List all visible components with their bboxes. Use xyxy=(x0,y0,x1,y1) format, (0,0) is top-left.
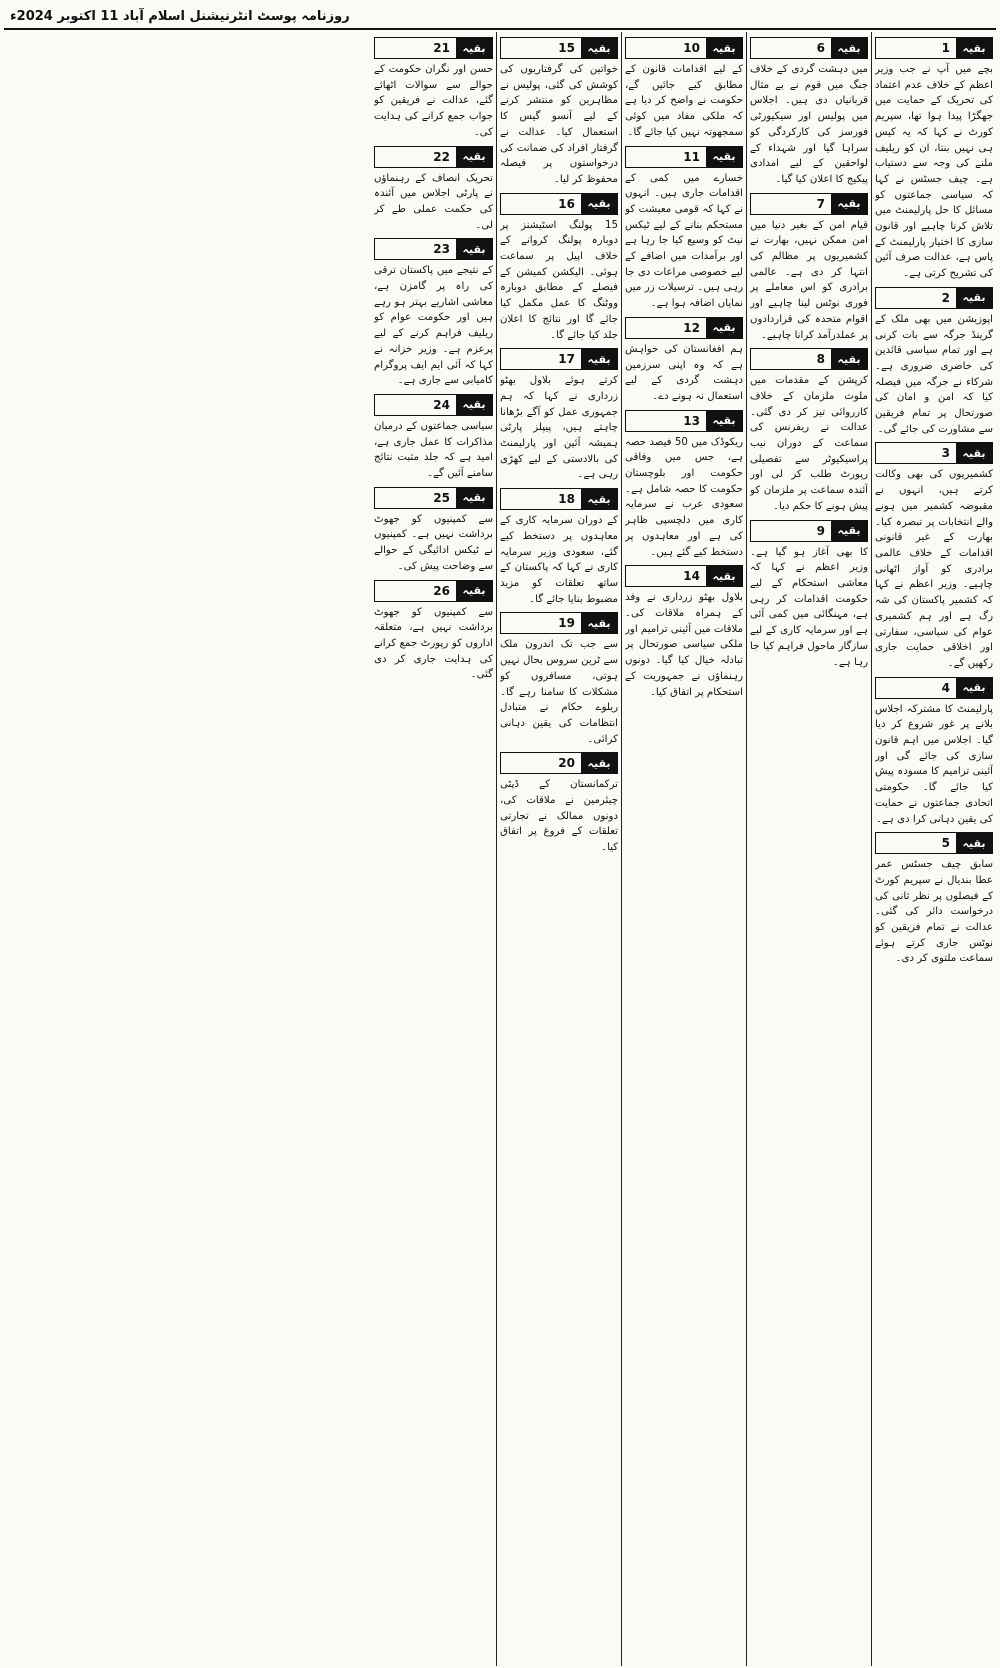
continuation-label: بقیہ xyxy=(831,194,867,214)
continuation-box-1 xyxy=(875,37,993,59)
continuation-box-25 xyxy=(374,487,493,509)
continuation-number: 20 xyxy=(558,756,575,771)
continuation-number: 2 xyxy=(941,290,950,305)
continuation-box-11 xyxy=(625,146,743,168)
continuation-label: بقیہ xyxy=(456,239,492,259)
continuation-number: 18 xyxy=(558,492,575,507)
continuation-box-12 xyxy=(625,317,743,339)
continuation-label: بقیہ xyxy=(706,318,742,338)
continuation-number: 4 xyxy=(941,680,950,695)
masthead xyxy=(4,4,996,30)
continuation-number: 23 xyxy=(433,242,450,257)
continuation-label: بقیہ xyxy=(706,147,742,167)
continuation-number: 11 xyxy=(683,149,700,164)
continuation-label: بقیہ xyxy=(581,489,617,509)
article-text: کرپشن کے مقدمات میں ملوث ملزمان کے خلاف کارروائی تیز کر دی گئی۔ عدالت نے ریفرنس کی سماعت کے دوران نیب پراسیکیوٹر سے تفصیلی رپورٹ طلب کر لی اور آئندہ سماعت پر ملزمان کو پیش ہونے کا حکم دیا۔ xyxy=(750,375,868,512)
continuation-label: بقیہ xyxy=(581,38,617,58)
article-text: 15 پولنگ اسٹیشنز پر دوبارہ پولنگ کروانے کے خلاف اپیل پر سماعت ہوئی۔ الیکشن کمیشن کے فیصلے کے مطابق دوبارہ ووٹنگ کا عمل مکمل کیا جائے گا اور نتائج کا اعلان جلد کیا جائے گا۔ xyxy=(500,219,618,341)
continuation-box-3 xyxy=(875,442,993,464)
article-text: کرتے ہوئے بلاول بھٹو زرداری نے کہا کہ ہم جمہوری عمل کو آگے بڑھانا چاہتے ہیں، پیپلز پارٹی ہمیشہ آئین اور پارلیمنٹ کی بالادستی کے لیے کھڑی رہی ہے۔ xyxy=(500,375,618,481)
continuation-label: بقیہ xyxy=(456,38,492,58)
continuation-number: 10 xyxy=(683,41,700,55)
continuation-label: بقیہ xyxy=(956,288,992,308)
column-2 xyxy=(746,32,871,1666)
continuation-label: بقیہ xyxy=(456,395,492,415)
continuation-box-23 xyxy=(374,238,493,260)
article-text: میں دہشت گردی کے خلاف جنگ میں قوم نے بے مثال قربانیاں دی ہیں۔ اجلاس میں پولیس اور سیکیورٹی فورسز کی کارکردگی کو سراہا گیا اور شہداء کے لواحقین کے لیے امدادی پیکیج کا اعلان کیا گیا۔ xyxy=(750,64,868,185)
article-text: تحریک انصاف کے رہنماؤں نے پارٹی اجلاس میں آئندہ کی حکمت عملی طے کر لی۔ xyxy=(374,172,493,231)
article-text: اپوزیشن میں بھی ملک کے گرینڈ جرگہ سے بات کرنی ہے اور تمام سیاسی قائدین کی حاضری ضروری ہے۔ شرکاء نے جرگہ میں فیصلہ کیا کہ امن و امان کی صورتحال پر تمام فریقین سے مشاورت کی جائے گی۔ xyxy=(875,313,993,435)
continuation-number: 8 xyxy=(816,352,825,367)
column-1 xyxy=(871,32,996,1666)
continuation-box-13 xyxy=(625,410,743,432)
article-text: سے کمپنیوں کو جھوٹ برداشت نہیں ہے، متعلقہ اداروں کو رپورٹ جمع کرانے کی ہدایت جاری کر دی گئی۔ xyxy=(374,606,493,681)
continuation-number: 15 xyxy=(558,41,575,55)
continuation-box-10 xyxy=(625,37,743,59)
continuation-number: 19 xyxy=(558,616,575,631)
column-3 xyxy=(621,32,746,1666)
continuation-number: 5 xyxy=(941,836,950,851)
continuation-number: 25 xyxy=(433,490,450,505)
continuation-number: 9 xyxy=(816,523,825,538)
article-text: بلاول بھٹو زرداری نے وفد کے ہمراہ ملاقات کی۔ ملاقات میں آئینی ترامیم اور ملکی سیاسی صورتحال پر تبادلہ خیال کیا گیا۔ دونوں رہنماؤں نے جمہوریت کے استحکام پر اتفاق کیا۔ xyxy=(625,592,743,698)
continuation-box-9 xyxy=(750,520,868,542)
continuation-number: 17 xyxy=(558,352,575,367)
continuation-box-21 xyxy=(374,37,493,59)
continuation-label: بقیہ xyxy=(706,38,742,58)
article-text: کشمیریوں کی بھی وکالت کرتے ہیں، انہوں نے مقبوضہ کشمیر میں ہونے والے انتخابات پر تبصرہ کیا۔ بھارت کے غیر قانونی اقدامات کے خلاف عالمی برادری کو آواز اٹھانی چاہیے۔ وزیر اعظم نے کہا کہ کشمیر پاکستان کی شہ رگ ہے اور ہم کشمیری عوام کی سیاسی، سفارتی اور اخلاقی حمایت جاری رکھیں گے۔ xyxy=(875,469,993,669)
continuation-label: بقیہ xyxy=(706,411,742,431)
article-text: سے کمپنیوں کو جھوٹ برداشت نہیں ہے۔ کمپنیوں نے ٹیکس ادائیگی کے حوالے سے وضاحت پیش کی۔ xyxy=(374,513,493,572)
continuation-box-7 xyxy=(750,193,868,215)
continuation-label: بقیہ xyxy=(956,678,992,698)
continuation-number: 14 xyxy=(683,569,700,584)
continuation-number: 1 xyxy=(941,41,950,55)
continuation-box-16 xyxy=(500,193,618,215)
continuation-box-15 xyxy=(500,37,618,59)
column-4 xyxy=(496,32,621,1666)
continuation-number: 22 xyxy=(433,149,450,164)
continuation-box-18 xyxy=(500,488,618,510)
columns xyxy=(4,32,996,1666)
continuation-number: 6 xyxy=(816,41,825,55)
article-text: ریکوڈک میں 50 فیصد حصہ ہے، جس میں وفاقی حکومت اور بلوچستان حکومت کا حصہ شامل ہے۔ سعودی عرب نے سرمایہ کاری میں دلچسپی ظاہر کی ہے اور معاہدوں پر دستخط کیے گئے ہیں۔ xyxy=(625,436,743,558)
continuation-number: 16 xyxy=(558,196,575,211)
article-text: خواتین کی گرفتاریوں کی کوشش کی گئی، پولیس نے مظاہرین کو منتشر کرنے کے لیے آنسو گیس کا استعمال کیا۔ عدالت نے گرفتار افراد کی ضمانت کی درخواستوں پر فیصلہ محفوظ کر لیا۔ xyxy=(500,64,618,185)
continuation-label: بقیہ xyxy=(581,753,617,773)
continuation-box-5 xyxy=(875,832,993,854)
continuation-label: بقیہ xyxy=(581,613,617,633)
continuation-box-4 xyxy=(875,677,993,699)
continuation-label: بقیہ xyxy=(956,833,992,853)
continuation-box-26 xyxy=(374,580,493,602)
continuation-box-8 xyxy=(750,348,868,370)
continuation-number: 26 xyxy=(433,583,450,598)
article-text: سے جب تک اندرون ملک سے ٹرین سروس بحال نہیں ہوتی، مسافروں کو مشکلات کا سامنا رہے گا۔ ریلوے حکام نے متبادل انتظامات کی یقین دہانی کرائی۔ xyxy=(500,639,618,745)
continuation-box-2 xyxy=(875,287,993,309)
continuation-label: بقیہ xyxy=(831,521,867,541)
continuation-box-19 xyxy=(500,612,618,634)
article-text: قیام امن کے بغیر دنیا میں امن ممکن نہیں، بھارت نے کشمیریوں پر مظالم کی انتہا کر دی ہے۔ عالمی برادری کو اس معاملے پر فوری نوٹس لینا چاہیے اور اقوام متحدہ کی قراردادوں پر عملدرآمد کرانا چاہیے۔ xyxy=(750,219,868,341)
article-text: کا بھی آغاز ہو گیا ہے۔ وزیر اعظم نے کہا کہ معاشی استحکام کے لیے حکومت اقدامات کر رہی ہے، مہنگائی میں کمی آئی ہے اور سرمایہ کاری کے لیے سازگار ماحول فراہم کیا جا رہا ہے۔ xyxy=(750,546,868,668)
continuation-label: بقیہ xyxy=(581,194,617,214)
column-5 xyxy=(371,32,496,1666)
continuation-label: بقیہ xyxy=(456,147,492,167)
masthead-text: روزنامہ پوسٹ انٹرنیشنل اسلام آباد 11 اکتوبر 2024ء xyxy=(10,8,350,24)
article-text: ہم افغانستان کی خواہش ہے کہ وہ اپنی سرزمین دہشت گردی کے لیے استعمال نہ ہونے دے۔ xyxy=(625,343,743,402)
continuation-number: 24 xyxy=(433,397,450,412)
continuation-label: بقیہ xyxy=(456,488,492,508)
continuation-box-14 xyxy=(625,565,743,587)
article-text: کے دوران سرمایہ کاری کے معاہدوں پر دستخط کیے گئے، سعودی وزیر سرمایہ کاری نے کہا کہ پاکستان کے ساتھ تعلقات کو مزید مضبوط بنایا جائے گا۔ xyxy=(500,515,618,605)
continuation-label: بقیہ xyxy=(831,38,867,58)
continuation-label: بقیہ xyxy=(581,349,617,369)
article-text: ترکمانستان کے ڈپٹی چیئرمین نے ملاقات کی، دونوں ممالک نے تجارتی تعلقات کے فروغ پر اتفاق کیا۔ xyxy=(500,779,618,854)
continuation-number: 21 xyxy=(433,41,450,55)
article-text: پارلیمنٹ کا مشترکہ اجلاس بلانے پر غور شروع کر دیا گیا۔ اجلاس میں اہم قانون سازی کی جائے گی اور آئینی ترامیم کا مسودہ پیش کیا جائے گا۔ حکومتی اتحادی جماعتوں نے حمایت کی یقین دہانی کرا دی ہے۔ xyxy=(875,703,993,825)
continuation-label: بقیہ xyxy=(956,443,992,463)
continuation-box-22 xyxy=(374,146,493,168)
continuation-label: بقیہ xyxy=(956,38,992,58)
continuation-number: 7 xyxy=(816,196,825,211)
continuation-number: 3 xyxy=(941,446,950,461)
continuation-label: بقیہ xyxy=(456,581,492,601)
article-text: خسارے میں کمی کے اقدامات جاری ہیں۔ انہوں نے کہا کہ قومی معیشت کو مستحکم بنانے کے لیے ٹیکس نیٹ کو وسیع کیا جا رہا ہے اور برآمدات میں اضافے کے لیے خصوصی مراعات دی جا رہی ہیں۔ ترسیلات زر میں نمایاں اضافہ ہوا ہے۔ xyxy=(625,172,743,310)
continuation-label: بقیہ xyxy=(831,349,867,369)
continuation-box-17 xyxy=(500,348,618,370)
article-text: کے لیے اقدامات قانون کے مطابق کیے جائیں گے، حکومت نے واضح کر دیا ہے کہ ملکی مفاد میں کوئی سمجھوتہ نہیں کیا جائے گا۔ xyxy=(625,64,743,138)
article-text: سیاسی جماعتوں کے درمیان مذاکرات کا عمل جاری ہے، امید ہے کہ جلد مثبت نتائج سامنے آئیں گے۔ xyxy=(374,420,493,480)
article-text: حسن اور نگران حکومت کے حوالے سے سوالات اٹھائے گئے، عدالت نے فریقین کو جواب جمع کرانے کی ہدایت کی۔ xyxy=(374,64,493,138)
continuation-number: 12 xyxy=(683,320,700,335)
continuation-box-20 xyxy=(500,752,618,774)
article-text: کے نتیجے میں پاکستان ترقی کی راہ پر گامزن ہے، معاشی اشاریے بہتر ہو رہے ہیں اور حکومت عوام کو ریلیف فراہم کرنے کے لیے پرعزم ہے۔ وزیر خزانہ نے کہا کہ آئی ایم ایف پروگرام کامیابی سے جاری ہے۔ xyxy=(374,265,493,387)
continuation-box-6 xyxy=(750,37,868,59)
article-text: سابق چیف جسٹس عمر عطا بندیال نے سپریم کورٹ کے فیصلوں پر نظر ثانی کی درخواست دائر کی گئی۔ عدالت نے تمام فریقین کو نوٹس جاری کرتے ہوئے سماعت ملتوی کر دی۔ xyxy=(875,859,993,965)
continuation-label: بقیہ xyxy=(706,566,742,586)
continuation-number: 13 xyxy=(683,413,700,428)
continuation-box-24 xyxy=(374,394,493,416)
article-text: بچے میں آپ نے جب وزیر اعظم کے خلاف عدم اعتماد کی تحریک کے حمایت میں جھگڑا پیدا ہوا تھا، سپریم کورٹ نے کہا کہ یہ کیس ہی نہیں بنتا، ان کو ریلیف ملنے کی وجہ سے دستیاب ہے۔ چیف جسٹس نے کہا کہ سیاسی جماعتوں کو مسائل کا حل پارلیمنٹ میں تلاش کرنا چاہیے اور قانون سازی کا اختیار پارلیمنٹ کے پاس ہے، عدالت صرف آئین کی تشریح کرتی ہے۔ xyxy=(875,64,993,280)
